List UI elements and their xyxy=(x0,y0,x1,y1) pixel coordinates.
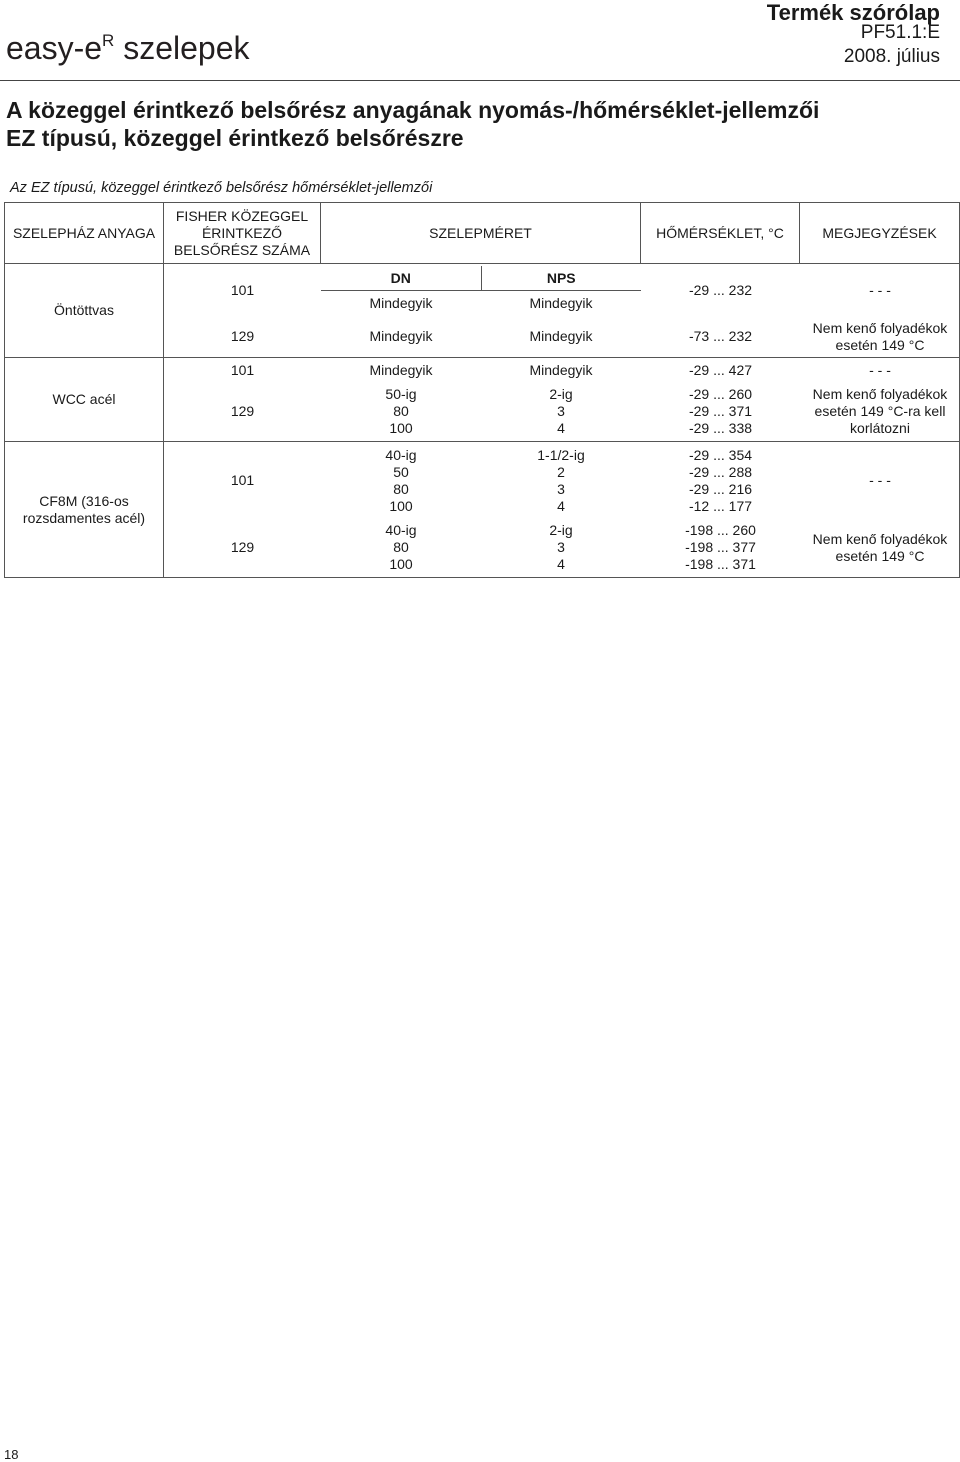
nps-cell: 1-1/2-ig 2 3 4 xyxy=(537,446,585,514)
dn-cell: Mindegyik xyxy=(369,362,433,378)
nps-subheader: NPS xyxy=(482,266,642,291)
nps-cell: Mindegyik xyxy=(529,328,593,344)
header-divider xyxy=(0,80,960,81)
cf8m-row xyxy=(5,442,960,578)
note-cell: Nem kenő folyadékok esetén 149 °C xyxy=(812,530,948,564)
trim-cell: 101 xyxy=(230,282,255,298)
page-title xyxy=(6,96,819,152)
temp-cell: -29 ... 232 xyxy=(688,282,753,298)
nps-cell: 2-ig 3 4 xyxy=(549,386,573,436)
dn-cell: 40-ig 80 100 xyxy=(385,522,417,572)
temp-cell: -73 ... 232 xyxy=(688,328,753,344)
temp-cell: -198 ... 260 -198 ... 377 -198 ... 371 xyxy=(685,522,756,572)
page-number: 18 xyxy=(4,1447,19,1462)
nps-cell: Mindegyik xyxy=(529,294,593,311)
material-wcc: WCC acél xyxy=(5,358,164,442)
table-row xyxy=(164,383,960,441)
nps-cell: 2-ig 3 4 xyxy=(549,522,573,572)
cast-iron-row xyxy=(5,264,960,358)
header-size: SZELEPMÉRET xyxy=(321,203,641,264)
dn-subheader: DN xyxy=(321,266,482,291)
temp-cell: -29 ... 427 xyxy=(688,362,753,378)
table-row xyxy=(164,443,960,519)
header-notes: MEGJEGYZÉSEK xyxy=(800,203,960,264)
trim-cell: 129 xyxy=(230,328,255,344)
header-trim: FISHER KÖZEGGEL ÉRINTKEZŐ BELSŐRÉSZ SZÁMA xyxy=(164,203,321,264)
dn-cell: Mindegyik xyxy=(369,328,433,344)
table-header-row xyxy=(5,203,960,264)
dn-cell: 40-ig 50 80 100 xyxy=(385,446,417,514)
wcc-row xyxy=(5,358,960,442)
trim-cell: 129 xyxy=(230,403,255,419)
header-temp: HŐMÉRSÉKLET, °C xyxy=(641,203,800,264)
material-cast-iron: Öntöttvas xyxy=(5,264,164,358)
note-cell: - - - xyxy=(869,282,891,298)
note-cell: Nem kenő folyadékok esetén 149 °C-ra kell korlátozni xyxy=(812,386,948,436)
note-cell: - - - xyxy=(869,362,891,378)
table-caption: Az EZ típusú, közeggel érintkező belsőrész hőmérséklet-jellemzői xyxy=(10,180,433,196)
note-cell: Nem kenő folyadékok esetén 149 °C xyxy=(812,319,948,353)
table-row xyxy=(164,359,960,383)
dn-cell: Mindegyik xyxy=(369,294,433,311)
title-line-2: EZ típusú, közeggel érintkező belsőrészre xyxy=(6,125,464,151)
temp-cell: -29 ... 354 -29 ... 288 -29 ... 216 -12 ... 177 xyxy=(688,446,753,514)
doc-id: PF51.1:E xyxy=(860,22,940,43)
trim-cell: 129 xyxy=(230,539,255,555)
header-body-material: SZELEPHÁZ ANYAGA xyxy=(5,203,164,264)
temperature-table xyxy=(4,202,960,578)
nps-cell: Mindegyik xyxy=(529,362,593,378)
registered-mark: R xyxy=(102,31,115,50)
trim-cell: 101 xyxy=(230,362,255,378)
table-row xyxy=(164,317,960,357)
doc-type: Termék szórólap xyxy=(766,0,940,25)
table-row xyxy=(164,265,960,317)
brand-title: easy-$e^R$ szelepek xyxy=(6,30,250,66)
dn-cell: 50-ig 80 100 xyxy=(385,386,417,436)
temp-cell: -29 ... 260 -29 ... 371 -29 ... 338 xyxy=(688,386,753,436)
material-cf8m: CF8M (316-os rozsdamentes acél) xyxy=(5,442,164,578)
doc-date: 2008. július xyxy=(843,46,940,67)
note-cell: - - - xyxy=(869,472,891,488)
trim-cell: 101 xyxy=(230,472,255,488)
table-row xyxy=(164,519,960,577)
title-line-1: A közeggel érintkező belsőrész anyagának nyomás-/hőmérséklet-jellemzői xyxy=(6,97,820,123)
